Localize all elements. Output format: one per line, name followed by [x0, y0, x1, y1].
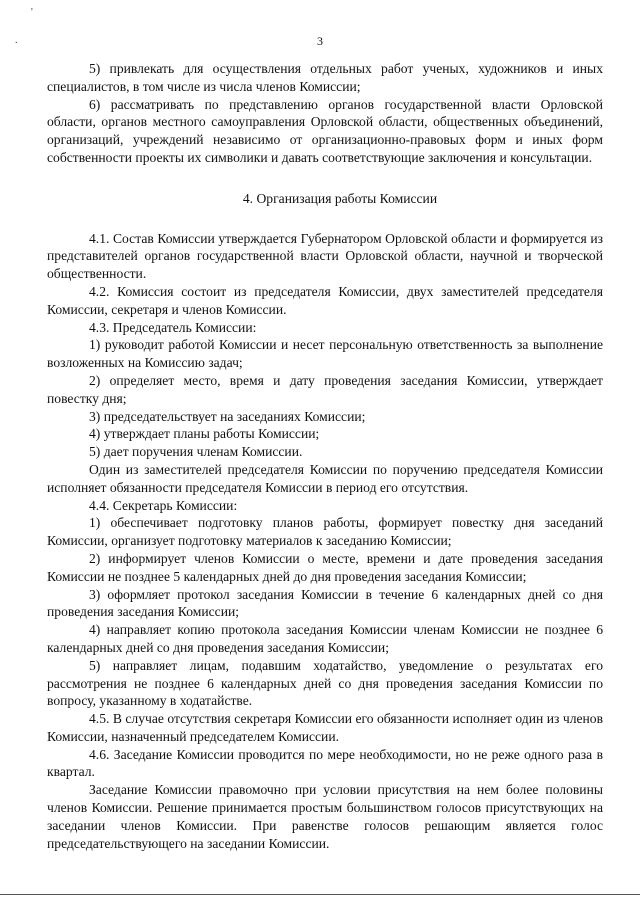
paragraph-deputy: Один из заместителей председателя Комиссии по поручению председателя Комиссии исполняет обязанности председателя Комиссии в период его отсутствия. [47, 461, 603, 495]
paragraph-4-2: 4.2. Комиссия состоит из председателя Комиссии, двух заместителей председателя Комиссии, секретаря и членов Комиссии. [47, 283, 603, 317]
paragraph-4-3-item-4: 4) утверждает планы работы Комиссии; [89, 426, 320, 442]
paragraph-4-4-item-5: 5) направляет лицам, подавшим ходатайство, уведомление о результатах его рассмотрения не позднее 6 календарных дней со дня проведения заседания Комиссии по вопросу, указанному в ходатайстве. [47, 657, 603, 709]
scan-mark-left: . [15, 35, 18, 46]
paragraph-4-4-item-4: 4) направляет копию протокола заседания Комиссии членам Комиссии не позднее 6 календарных дней со дня проведения заседания Комиссии; [47, 622, 603, 655]
paragraph-4-4: 4.4. Секретарь Комиссии: [89, 497, 238, 513]
paragraph-item-5: 5) привлекать для осуществления отдельных работ ученых, художников и иных специалистов, в том числе из числа членов Комиссии; [47, 61, 603, 94]
paragraph-4-5: 4.5. В случае отсутствия секретаря Комиссии его обязанности исполняет один из членов Комиссии, назначенный председателем Комиссии. [47, 711, 603, 744]
paragraph-4-3-item-5: 5) дает поручения членам Комиссии. [89, 444, 303, 460]
scan-mark-top: ' [31, 7, 33, 18]
paragraph-4-4-item-1: 1) обеспечивает подготовку планов работы, формирует повестку дня заседаний Комиссии, организует подготовку материалов к заседанию Комиссии; [47, 515, 603, 549]
paragraph-4-4-item-2: 2) информирует членов Комиссии о месте, времени и дате проведения заседания Комиссии не позднее 5 календарных дней до дня проведения заседания Комиссии; [47, 550, 603, 584]
paragraph-4-3-item-3: 3) председательствует на заседаниях Комиссии; [89, 408, 366, 424]
paragraph-4-6: 4.6. Заседание Комиссии проводится по мере необходимости, но не реже одного раза в квартал. [47, 746, 603, 780]
document-body [47, 60, 603, 852]
paragraph-4-3-item-2: 2) определяет место, время и дату проведения заседания Комиссии, утверждает повестку дня; [47, 372, 603, 406]
paragraph-4-3-item-1: 1) руководит работой Комиссии и несет персональную ответственность за выполнение возложенных на Комиссию задач; [47, 337, 603, 371]
paragraph-item-6: 6) рассматривать по представлению органов государственной власти Орловской области, органов местного самоуправления Орловской области, общественных объединений, организаций, учреждений независимо от организационно-правовых форм и иных форм собственности проекты их символики и давать соответствующие заключения и консультации. [47, 96, 603, 165]
paragraph-4-1: 4.1. Состав Комиссии утверждается Губернатором Орловской области и формируется из представителей органов государственной власти Орловской области, научной и творческой общественности. [47, 230, 603, 282]
paragraph-4-3: 4.3. Председатель Комиссии: [89, 319, 257, 335]
paragraph-4-4-item-3: 3) оформляет протокол заседания Комиссии в течение 6 календарных дней со дня проведения заседания Комиссии; [47, 586, 603, 620]
scan-bottom-edge [0, 894, 640, 895]
paragraph-quorum: Заседание Комиссии правомочно при условии присутствия на нем более половины членов Комиссии. Решение принимается простым большинством голосов присутствующих на заседании членов Комиссии. При равенстве голосов решающим является голос председательствующего на заседании Комиссии. [47, 782, 603, 851]
section-heading: 4. Организация работы Комиссии [242, 190, 438, 206]
page-number: 3 [317, 34, 323, 48]
